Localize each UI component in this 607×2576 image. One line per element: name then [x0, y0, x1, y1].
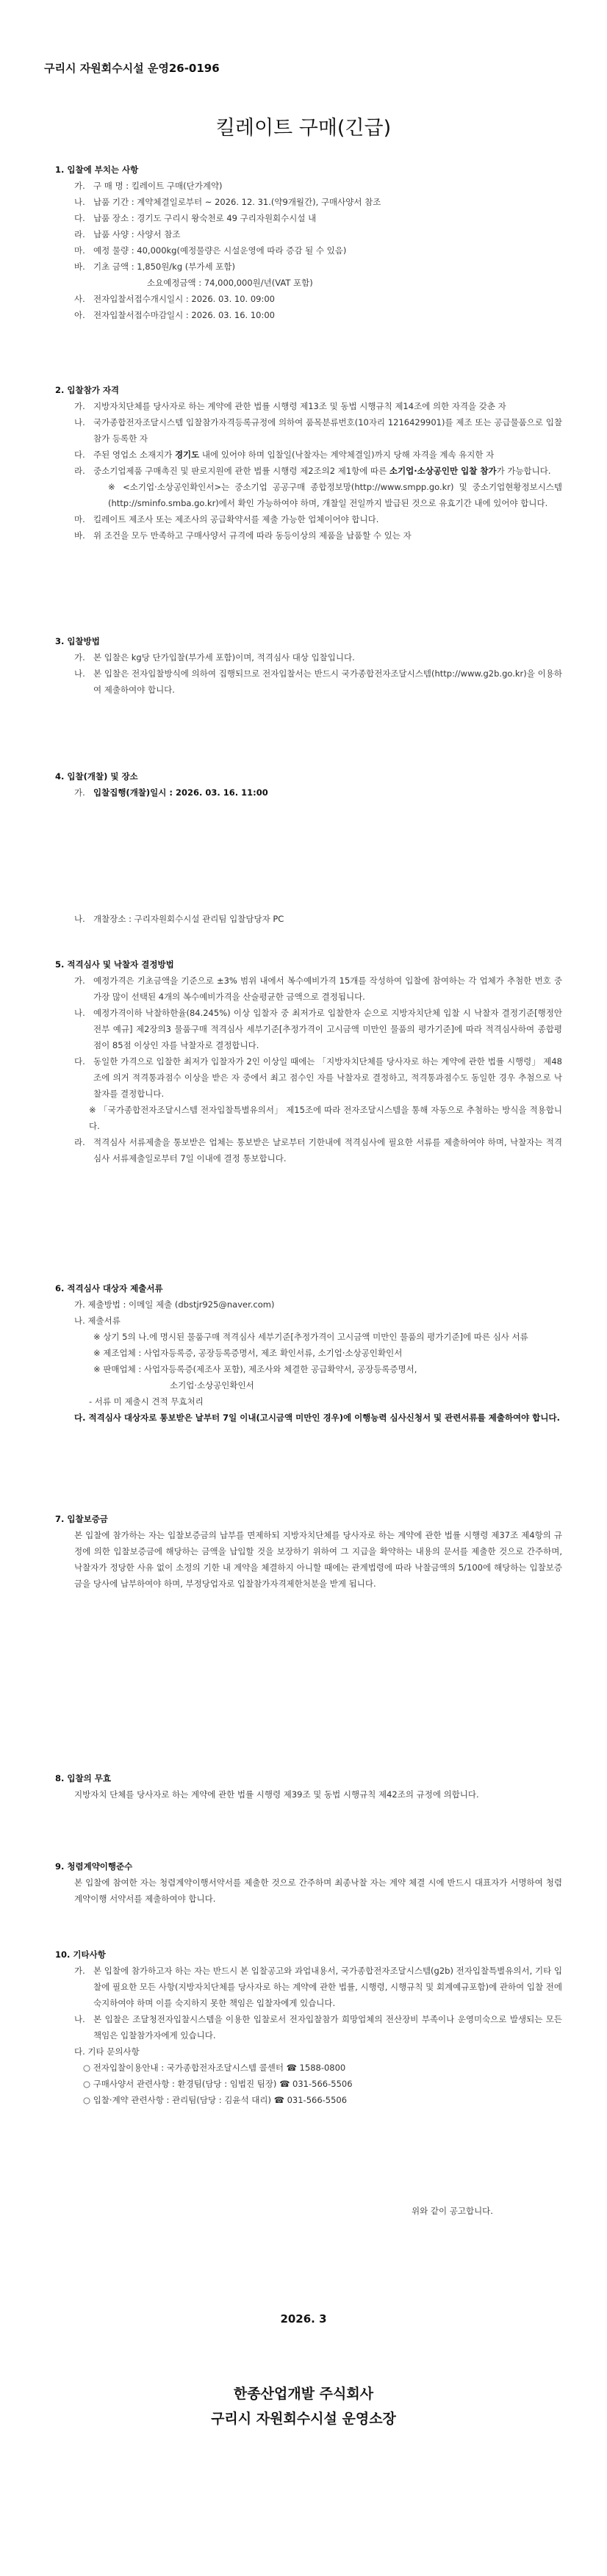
item-label: 가. — [74, 787, 85, 798]
item-label: 아. — [74, 310, 85, 320]
section-heading: 2. 입찰참가 자격 — [55, 385, 120, 395]
section-heading: 5. 적격심사 및 낙찰자 결정방법 — [55, 959, 174, 970]
list-item — [74, 911, 562, 927]
item-label: 다. — [74, 213, 85, 223]
item-text: 전자입찰서접수마감일시 : 2026. 03. 16. 10:00 — [93, 310, 275, 320]
item-text: 주된 영업소 소재지가 — [93, 450, 175, 460]
item-label: 나. — [74, 417, 85, 427]
list-item — [74, 511, 562, 527]
item-text: 본 입찰에 참가하고자 하는 자는 반드시 본 입찰공고와 과업내용서, 국가종합전자조달시스템(g2b) 전자입찰특별유의서, 기타 입찰에 필요한 모든 사항(지방자치단체를 당사자로 하는 계약에 관한 법률, 시행령, 시행규칙 및 회계예규포함)에 관하여 입찰 전에 숙지하여야 하며 이를 숙지하지 못한 책임은 입찰자에게 있습니다. — [93, 1966, 562, 2008]
item-label: 가. — [74, 975, 85, 986]
item-label: 가. — [74, 1966, 85, 1976]
section-heading: 3. 입찰방법 — [55, 636, 100, 646]
list-item — [74, 527, 562, 544]
section-heading: 1. 입찰에 부치는 사항 — [55, 165, 139, 175]
item-text: 납품 사양 : 사양서 참조 — [93, 229, 181, 239]
item-label: 가. — [74, 181, 85, 191]
item-label: 마. — [74, 245, 85, 256]
list-item — [74, 210, 562, 226]
list-item — [74, 665, 562, 698]
item-label: 바. — [74, 530, 85, 541]
list-item — [74, 178, 562, 194]
section-heading: 6. 적격심사 대상자 제출서류 — [55, 1283, 163, 1294]
item-text: 전자입찰서접수개시일시 : 2026. 03. 10. 09:00 — [93, 294, 275, 304]
eligibility-emphasis: 소기업·소상공인만 입찰 참가 — [389, 466, 497, 476]
item-text: 구 매 명 : 킬레이트 구매(단가계약) — [93, 181, 223, 191]
notice-number: 구리시 자원회수시설 운영26-0196 — [44, 62, 220, 75]
list-item — [74, 291, 562, 307]
item-text: 킬레이트 제조사 또는 제조사의 공급확약서를 제출 가능한 업체이어야 합니다. — [93, 514, 379, 524]
item-text: 지방자치단체를 당사자로 하는 계약에 관한 법률 시행령 제13조 및 동법 시행규칙 제14조에 의한 자격을 갖춘 자 — [93, 401, 506, 411]
item-text: 개찰장소 : 구리자원회수시설 관리팀 입찰담당자 PC — [93, 914, 284, 924]
list-item — [74, 307, 562, 323]
section-6 — [55, 1280, 562, 1426]
item-text: 적격심사 서류제출을 통보받은 업체는 통보받은 날로부터 기한내에 적격심사에 필요한 서류를 제출하여야 하며, 낙찰자는 적격심사 서류제출일로부터 7일 이내에 결정 통보합니다. — [93, 1137, 562, 1163]
section-heading: 8. 입찰의 무효 — [55, 1773, 111, 1783]
section-heading: 10. 기타사항 — [55, 1949, 106, 1960]
item-label: 라. — [74, 229, 85, 239]
submission-method: 가. 제출방법 : 이메일 제출 (dbstjr925@naver.com) — [74, 1299, 275, 1310]
contact-line: ○ 전자입찰이용안내 : 국가종합전자조달시스템 콜센터 ☎ 1588-0800 — [83, 2063, 346, 2073]
note: ※ <소기업·소상공인확인서>는 중소기업 공공구매 종합정보망(http://www.smpp.go.kr) 및 중소기업현황정보시스템(http://sminfo.smba.go.kr)에서 확인 가능하여야 하며, 개찰일 전일까지 발급된 것으로 유효기간 내에 있어야 합니다. — [108, 482, 562, 508]
section-8 — [55, 1770, 562, 1803]
item-label: 가. — [74, 652, 85, 663]
contact-heading: 다. 기타 문의사항 — [74, 2046, 140, 2057]
region-emphasis: 경기도 — [174, 450, 200, 460]
item-label: 나. — [74, 197, 85, 207]
item-text: 가 가능합니다. — [496, 466, 551, 476]
item-text: 국가종합전자조달시스템 입찰참가자격등록규정에 의하여 품목분류번호(10자리 1216429901)를 제조 또는 공급물품으로 입찰참가 등록한 자 — [93, 417, 562, 444]
item-label: 사. — [74, 294, 85, 304]
list-item — [74, 414, 562, 447]
item-text: 예정가격이하 낙찰하한율(84.245%) 이상 입찰자 중 최저가로 입찰한자 순으로 지방자치단체 입찰 시 낙찰자 결정기준[행정안전부 예규] 제2장의3 물품구매 적격심사 세부기준[추정가격이 고시금액 미만인 물품의 평가기준]에 따라 적격심사하여 종합평점이 85점 이상인 자를 낙찰자로 결정합니다. — [93, 1008, 562, 1050]
item-label: 나. — [74, 1008, 85, 1018]
item-text: 동일한 가격으로 입찰한 최저가 입찰자가 2인 이상일 때에는 「지방자치단체를 당사자로 하는 계약에 관한 법률 시행령」 제48조에 의거 적격통과점수 이상을 받은 자 중에서 최고 점수인 자를 낙찰자로 결정하고, 적격통과점수도 동일한 경우 추첨으로 낙찰자를 결정합니다. — [93, 1056, 562, 1099]
list-item — [74, 784, 562, 801]
item-text: 납품 기간 : 계약체결일로부터 ~ 2026. 12. 31.(약9개월간), 구매사양서 참조 — [93, 197, 381, 207]
contact-line: ○ 입찰·계약 관련사항 : 관리팀(담당 : 김윤석 대리) ☎ 031-566-5506 — [83, 2095, 348, 2105]
deadline-emphasis: 다. 적격심사 대상자로 통보받은 날부터 7일 이내(고시금액 미만인 경우)에 이행능력 심사신청서 및 관련서류를 제출하여야 합니다. — [74, 1413, 560, 1423]
doc-note: ※ 제조업체 : 사업자등록증, 공장등록증명서, 제조 확인서류, 소기업·소상공인확인서 — [93, 1348, 403, 1358]
section-10 — [55, 1947, 562, 2108]
page-title: 킬레이트 구매(긴급) — [215, 117, 392, 140]
item-text: 본 입찰은 kg당 단가입찰(부가세 포함)이며, 적격심사 대상 입찰입니다. — [93, 652, 355, 663]
doc-note: ※ 상기 5의 나.에 명시된 물품구매 적격심사 세부기준[추정가격이 고시금액 미만인 물품의 평가기준]에 따른 심사 서류 — [93, 1332, 528, 1342]
section-heading: 7. 입찰보증금 — [55, 1514, 108, 1524]
section-9 — [55, 1858, 562, 1907]
section-heading: 4. 입찰(개찰) 및 장소 — [55, 771, 138, 782]
item-text: 본 입찰은 조달청전자입찰시스템을 이용한 입찰로서 전자입찰참가 희망업체의 전산장비 부족이나 운영미숙으로 발생되는 모든 책임은 입찰참가자에게 있습니다. — [93, 2014, 562, 2041]
doc-note: - 서류 미 제출시 견적 무효처리 — [89, 1396, 204, 1407]
section-body: 본 입찰에 참여한 자는 청렴계약이행서약서를 제출한 것으로 간주하며 최종낙찰 자는 계약 체결 시에 반드시 대표자가 서명하여 청렴계약이행 서약서를 제출하여야 합니다. — [74, 1877, 562, 1904]
item-label: 나. — [74, 2014, 85, 2024]
list-item — [74, 1053, 562, 1102]
list-item — [74, 242, 562, 259]
item-text: 납품 장소 : 경기도 구리시 왕숙천로 49 구리자원회수시설 내 — [93, 213, 317, 223]
item-label: 바. — [74, 261, 85, 272]
item-text: 본 입찰은 전자입찰방식에 의하여 집행되므로 전자입찰서는 반드시 국가종합전자조달시스템(http://www.g2b.go.kr)을 이용하여 제출하여야 합니다. — [93, 668, 562, 695]
notice-date: 2026. 3 — [280, 2312, 327, 2326]
item-label: 다. — [74, 450, 85, 460]
list-item — [74, 226, 562, 242]
section-heading: 9. 청렴계약이행준수 — [55, 1861, 133, 1872]
list-item — [74, 194, 562, 210]
list-item — [74, 1963, 562, 2011]
section-7 — [55, 1511, 562, 1592]
budget-amount: 소요예정금액 : 74,000,000원/년(VAT 포함) — [147, 278, 313, 288]
item-text: 내에 있어야 하며 입찰일(낙찰자는 계약체결일)까지 당해 자격을 계속 유지한 자 — [199, 450, 495, 460]
note: ※ 「국가종합전자조달시스템 전자입찰특별유의서」 제15조에 따라 전자조달시스템을 통해 자동으로 추첨하는 방식을 적용합니다. — [89, 1105, 562, 1131]
section-body: 본 입찰에 참가하는 자는 입찰보증금의 납부를 면제하되 지방자치단체를 당사자로 하는 계약에 관한 법률 시행령 제37조 제4항의 규정에 의한 입찰보증금에 해당하는 금액을 납입할 것을 보장하기 위하여 그 지급을 확약하는 내용의 문서를 제출한 것으로 간주하며, 낙찰자가 정당한 사유 없이 소정의 기한 내 계약을 체결하지 아니할 때에는 관계법령에 따라 낙찰금액의 5/100에 해당하는 입찰보증금을 당사에 납부하여야 하며, 부정당업자로 입찰참가자격제한처분을 받게 됩니다. — [74, 1530, 562, 1589]
item-text: 중소기업제품 구매촉진 및 판로지원에 관한 법률 시행령 제2조의2 제1항에 따른 — [93, 466, 389, 476]
item-label: 마. — [74, 514, 85, 524]
item-label: 나. — [74, 668, 85, 679]
item-list — [55, 178, 562, 323]
list-item — [74, 259, 562, 275]
list-item — [74, 447, 562, 463]
facility-manager: 구리시 자원회수시설 운영소장 — [211, 2411, 396, 2427]
closing-text: 위와 같이 공고합니다. — [412, 2206, 493, 2216]
company-name: 한종산업개발 주식회사 — [233, 2386, 374, 2402]
item-text: 기초 금액 : 1,850원/kg (부가세 포함) — [93, 261, 235, 272]
item-label: 라. — [74, 1137, 85, 1147]
item-text: 예정가격은 기초금액을 기준으로 ±3% 범위 내에서 복수예비가격 15개를 작성하여 입찰에 참여하는 각 업체가 추첨한 번호 중 가장 많이 선택된 4개의 복수예비가격을 산술평균한 금액으로 결정됩니다. — [93, 975, 562, 1002]
section-body: 지방자치 단체를 당사자로 하는 계약에 관한 법률 시행령 제39조 및 동법 시행규칙 제42조의 규정에 의합니다. — [74, 1789, 479, 1800]
list-item — [74, 2011, 562, 2043]
section-2 — [55, 382, 562, 544]
list-item — [74, 973, 562, 1005]
contact-line: ○ 구매사양서 관련사항 : 환경팀(담당 : 임법진 팀장) ☎ 031-566-5506 — [83, 2079, 353, 2089]
section-5 — [55, 956, 562, 1166]
list-item — [74, 1005, 562, 1053]
documents-label: 나. 제출서류 — [74, 1316, 121, 1326]
section-4-place — [55, 911, 562, 927]
section-4 — [55, 768, 562, 801]
item-label: 다. — [74, 1056, 85, 1067]
list-item — [74, 649, 562, 665]
list-item — [74, 398, 562, 414]
item-label: 가. — [74, 401, 85, 411]
doc-note: 소기업·소상공인확인서 — [170, 1380, 254, 1390]
item-text: 위 조건을 모두 만족하고 구매사양서 규격에 따라 동등이상의 제품을 납품할 수 있는 자 — [93, 530, 412, 541]
item-label: 나. — [74, 914, 85, 924]
list-item — [74, 463, 562, 479]
section-1 — [55, 162, 562, 323]
item-label: 라. — [74, 466, 85, 476]
list-item — [74, 1134, 562, 1166]
item-text: 예정 물량 : 40,000kg(예정물량은 시설운영에 따라 증감 될 수 있음) — [93, 245, 347, 256]
bid-opening-datetime: 입찰집행(개찰)일시 : 2026. 03. 16. 11:00 — [93, 787, 268, 798]
section-3 — [55, 633, 562, 698]
doc-note: ※ 판매업체 : 사업자등록증(제조사 포함), 제조사와 체결한 공급확약서, 공장등록증명서, — [93, 1364, 417, 1374]
